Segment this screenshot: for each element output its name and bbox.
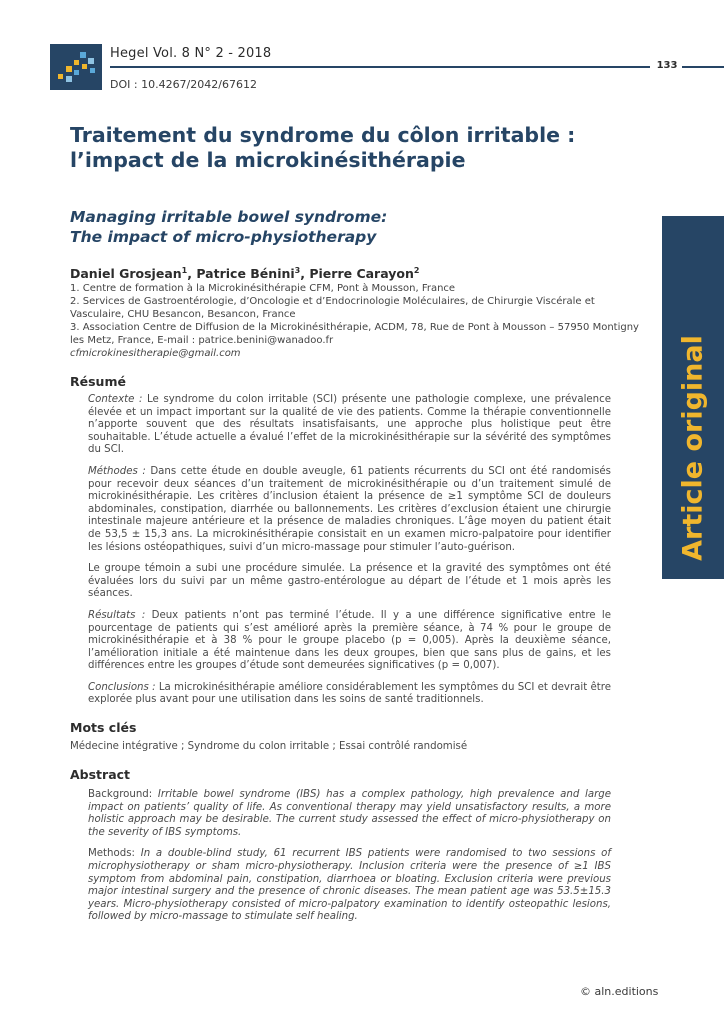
paragraph-text: Le syndrome du colon irritable (SCI) présente une pathologie complexe, une prévalence élevée et un impact important sur la qualité de vie des patients. Comme la thérapie conventionnelle n’apporte souvent que des résultats insatisfaisants, une approche plus holistique peut être souhaitable. L’étude actuelle a évalué l’effet de la microkinésithérapie sur la sévérité des symptômes du SCI. xyxy=(88,394,611,456)
paragraph-text: Irritable bowel syndrome (IBS) has a complex pathology, high prevalence and large impact on patients’ quality of life. As conventional therapy may yield unsatisfactory results, a more holistic approach may be desirable. The current study assessed the effect of micro-physiotherapy on the severity of IBS symptoms. xyxy=(88,789,611,838)
paragraph-text: In a double-blind study, 61 recurrent IBS patients were randomised to two sessions of microphysiotherapy or sham micro-physiotherapy. Inclusion criteria were the presence of ≥1 IBS symptom from abdominal pain, constipation, diarrhoea or bloating. Exclusion criteria were previous major intestinal surgery and the presence of chronic diseases. The mean patient age was 53.5±15.3 years. Micro-physiotherapy consisted of micro-palpatory examination to identify osteopathic lesions, followed by micro-massage to stimulate self healing. xyxy=(88,848,611,923)
abstract-body xyxy=(88,789,611,933)
journal-logo xyxy=(50,44,102,90)
title-line: l’impact de la microkinésithérapie xyxy=(70,148,466,172)
journal-name: Hegel Vol. 8 N° 2 - 2018 xyxy=(110,46,272,61)
doi: DOI : 10.4267/2042/67612 xyxy=(110,78,257,91)
header-rule-right xyxy=(682,66,724,68)
author-affiliation-ref: 3 xyxy=(294,266,301,275)
resume-paragraph xyxy=(88,466,611,554)
affiliation-item: 2. Services de Gastroentérologie, d’Oncologie et d’Endocrinologie Moléculaires, de Chirurgie Viscérale et Vasculaire, CHU Besancon, Besancon, France xyxy=(70,296,595,320)
paragraph-label: Méthodes : xyxy=(88,465,146,477)
subtitle-line: The impact of micro-physiotherapy xyxy=(70,228,377,246)
resume-paragraph xyxy=(88,394,611,457)
paragraph-label: Background: xyxy=(88,789,153,800)
abstract-heading: Abstract xyxy=(70,767,131,782)
author-affiliation-ref: 2 xyxy=(413,266,420,275)
resume-paragraph xyxy=(88,682,611,707)
resume-paragraph xyxy=(88,610,611,673)
header-rule xyxy=(110,66,650,68)
author-name: Pierre Carayon xyxy=(309,266,414,282)
affiliation-item: 3. Association Centre de Diffusion de la Microkinésithérapie, ACDM, 78, Rue de Pont à Mousson – 57950 Montigny les Metz, France, E-mail : patrice.benini@wanadoo.fr xyxy=(70,322,639,346)
author-separator: , xyxy=(300,266,310,282)
keywords-text: Médecine intégrative ; Syndrome du colon irritable ; Essai contrôlé randomisé xyxy=(70,741,468,752)
paragraph-label: Conclusions : xyxy=(88,681,156,693)
affiliations xyxy=(70,282,640,360)
author-affiliation-ref: 1 xyxy=(181,266,188,275)
article-type-label: Article original xyxy=(677,335,709,561)
author-list xyxy=(70,266,419,281)
resume-heading: Résumé xyxy=(70,374,126,389)
author-name: Patrice Bénini xyxy=(196,266,295,282)
title-line: Traitement du syndrome du côlon irritable : xyxy=(70,123,576,147)
article-subtitle xyxy=(70,207,590,247)
affiliation-item: 1. Centre de formation à la Microkinésithérapie CFM, Pont à Mousson, France xyxy=(70,283,456,294)
page-number: 133 xyxy=(656,60,678,71)
article-title xyxy=(70,123,630,173)
resume-body xyxy=(88,394,611,716)
paragraph-text: Deux patients n’ont pas terminé l’étude. Il y a une différence significative entre le pourcentage de patients qui s’est amélioré après la première séance, à 74 % pour le groupe de microkinésithérapie et à 38 % pour le groupe placebo (p = 0,005). Après la deuxième séance, l’amélioration initiale a été maintenue dans les deux groupes, bien que sans plus de gains, et les différences entre les groupes d’étude sont demeurées significatives (p = 0,007). xyxy=(88,609,611,672)
paragraph-label: Methods: xyxy=(88,848,135,860)
publisher-credit: © aln.editions xyxy=(580,985,659,998)
subtitle-line: Managing irritable bowel syndrome: xyxy=(70,208,388,226)
author-separator: , xyxy=(187,266,197,282)
paragraph-label: Contexte : xyxy=(88,394,143,405)
keywords-heading: Mots clés xyxy=(70,720,137,735)
contact-email[interactable]: cfmicrokinesitherapie@gmail.com xyxy=(70,348,241,359)
paragraph-label: Résultats : xyxy=(88,609,146,621)
paragraph-text: Le groupe témoin a subi une procédure simulée. La présence et la gravité des symptômes ont été évaluées lors du suivi par un même gastro-entérologue au départ de l’étude et 1 mois après les séances. xyxy=(88,563,611,600)
paragraph-text: Dans cette étude en double aveugle, 61 patients récurrents du SCI ont été randomisés pour recevoir deux séances d’un traitement de microkinésithérapie ou d’un traitement simulé de microkinésithérapie. Les critères d’inclusion étaient la présence de ≥1 symptôme SCI de douleurs abdominales, constipation, diarrhée ou ballonnements. Les critères d’exclusion étaient une chirurgie intestinale majeure antérieure et la présence de maladies chroniques. L’âge moyen du patient était de 53,5 ± 15,3 ans. La microkinésithérapie consistait en un examen micro-palpatoire pour identifier les lésions ostéopathiques, suivi d’un micro-massage pour stimuler l’auto-guérison. xyxy=(88,465,611,553)
author-name: Daniel Grosjean xyxy=(70,266,182,282)
abstract-paragraph xyxy=(88,848,611,924)
resume-paragraph xyxy=(88,563,611,601)
abstract-paragraph xyxy=(88,789,611,839)
paragraph-text: La microkinésithérapie améliore considérablement les symptômes du SCI et devrait être explorée plus avant pour une utilisation dans les soins de santé traditionnels. xyxy=(88,681,611,706)
